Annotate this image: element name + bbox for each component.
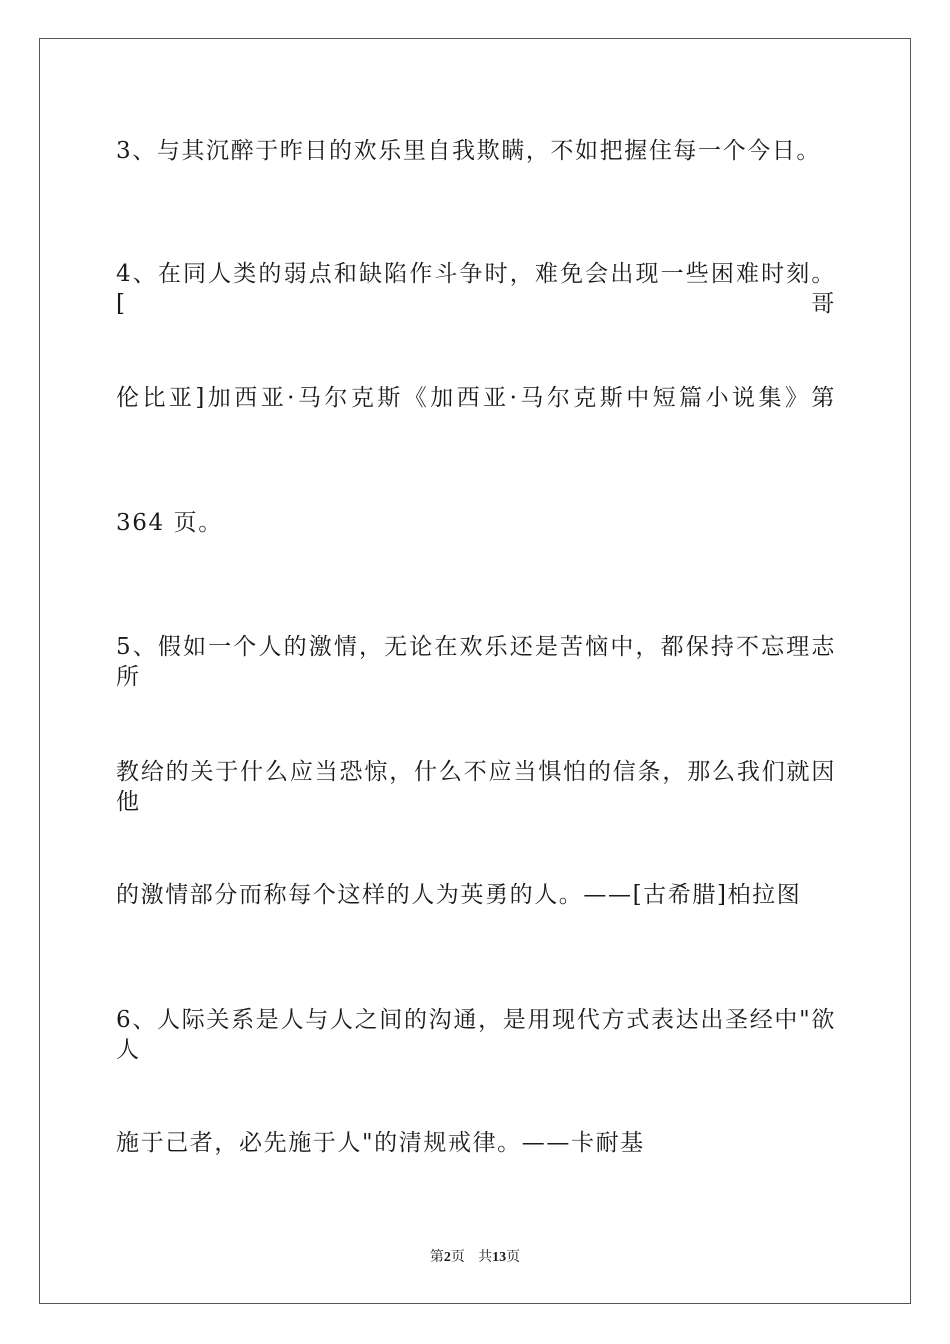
- paragraph-6-line-1: 6、人际关系是人与人之间的沟通，是用现代方式表达出圣经中"欲人: [116, 1007, 836, 1063]
- paragraph-4-line-2: 伦比亚]加西亚·马尔克斯《加西亚·马尔克斯中短篇小说集》第: [116, 385, 836, 411]
- page-number: 2: [443, 1250, 451, 1265]
- paragraph-5-line-1: 5、假如一个人的激情，无论在欢乐还是苦恼中，都保持不忘理志所: [116, 634, 836, 690]
- page-prefix: 第: [429, 1249, 444, 1265]
- total-suffix: 页: [506, 1249, 521, 1265]
- paragraph-5-line-2: 教给的关于什么应当恐惊，什么不应当惧怕的信条，那么我们就因他: [116, 759, 836, 815]
- total-pages: 13: [492, 1250, 507, 1265]
- paragraph-5-line-3: 的激情部分而称每个这样的人为英勇的人。——[古希腊]柏拉图: [116, 882, 802, 908]
- paragraph-3-line-1: 3、与其沉醉于昨日的欢乐里自我欺瞒，不如把握住每一个今日。: [116, 138, 822, 164]
- page-footer: [0, 1248, 950, 1267]
- paragraph-4-line-3: 364 页。: [116, 510, 223, 536]
- paragraph-6-line-2: 施于己者，必先施于人"的清规戒律。——卡耐基: [116, 1130, 645, 1156]
- page-suffix: 页: [450, 1249, 465, 1265]
- total-prefix: 共: [478, 1249, 493, 1265]
- paragraph-4-line-1: 4、在同人类的弱点和缺陷作斗争时，难免会出现一些困难时刻。[哥: [116, 261, 836, 317]
- page-border: [39, 38, 911, 1304]
